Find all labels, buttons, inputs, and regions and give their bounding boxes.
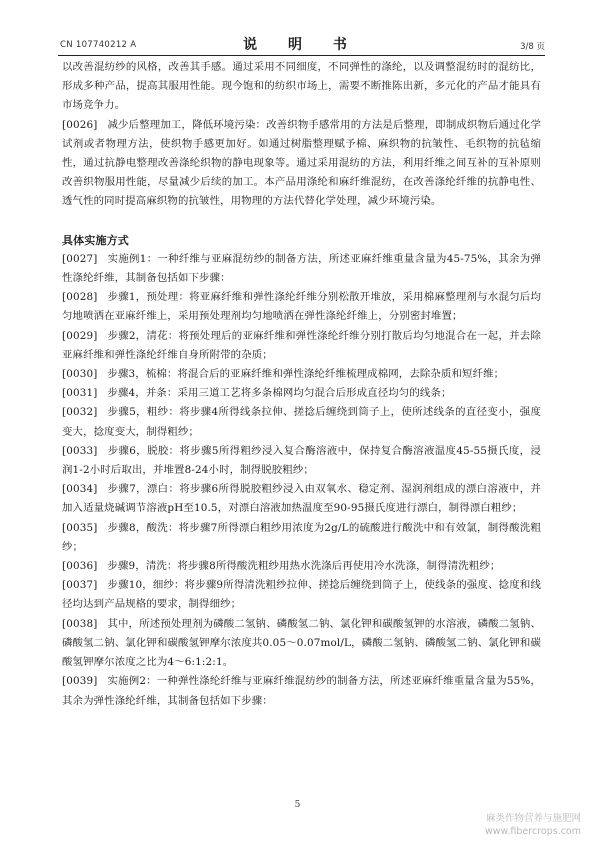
paragraph-text: 步骤2，清花：将预处理后的亚麻纤维和弹性涤纶纤维分别打散后均匀地混合在一起，并去除亚麻纤维和弹性涤纶纤维自身所附带的杂质； bbox=[62, 329, 541, 361]
paragraph-text: 步骤9，清洗：将步骤8所得酸洗粗纱用热水洗涤后再使用冷水洗涤，制得清洗粗纱； bbox=[107, 560, 501, 573]
paragraph-text: 步骤3，梳棉：将混合后的亚麻纤维和弹性涤纶纤维梳理成棉网，去除杂质和短纤维； bbox=[107, 368, 505, 381]
continuation-paragraph: 以改善混纺纱的风格，改善其手感。通过采用不同细度，不同弹性的涤纶，以及调整混纺时的混纺比，形成多种产品，提高其服用性能。现今饱和的纺织市场上，需要不断推陈出新，多元化的产品才能具有市场竞争力。 bbox=[62, 61, 541, 112]
paragraph bbox=[62, 116, 541, 212]
patent-number: CN 107740212 A bbox=[60, 40, 137, 50]
paragraph bbox=[62, 365, 541, 384]
paragraph-text: 步骤1，预处理：将亚麻纤维和弹性涤纶纤维分别松散开堆放，采用棉麻整理剂与水混匀后均匀地喷洒在亚麻纤维上，采用预处理剂均匀地喷洒在弹性涤纶纤维上，分别密封堆置； bbox=[62, 291, 541, 323]
paragraph bbox=[62, 480, 541, 518]
section-heading: 具体实施方式 bbox=[62, 233, 129, 247]
paragraph-list-a bbox=[62, 116, 541, 212]
document-body bbox=[62, 58, 541, 711]
paragraph bbox=[62, 288, 541, 326]
paragraph bbox=[62, 250, 541, 288]
paragraph bbox=[62, 403, 541, 441]
paragraph bbox=[62, 519, 541, 557]
paragraph-number: [0033] bbox=[62, 444, 98, 457]
paragraph-number: [0036] bbox=[62, 560, 98, 573]
watermark-line-1: 麻类作物营养与施肥网 bbox=[485, 813, 581, 824]
paragraph-number: [0037] bbox=[62, 579, 98, 592]
paragraph-number: [0039] bbox=[62, 675, 98, 688]
paragraph-text: 步骤5，粗纱：将步骤4所得线条拉伸、搓捻后缠绕到筒子上，使所述线条的直径变小，强度变大，捻度变大，制得粗纱； bbox=[62, 406, 541, 438]
paragraph-text: 实施例2：一种弹性涤纶纤维与亚麻纤维混纺纱的制备方法，所述亚麻纤维重量含量为55%，其余为弹性涤纶纤维，其制备包括如下步骤： bbox=[62, 675, 541, 707]
paragraph-number: [0027] bbox=[62, 252, 98, 265]
paragraph bbox=[62, 327, 541, 365]
paragraph-number: [0028] bbox=[62, 291, 98, 304]
paragraph-text: 步骤7，漂白：将步骤6所得脱胶粗纱浸入由双氧水、稳定剂、湿润剂组成的漂白溶液中，并加入适量烧碱调节溶液pH至10.5，对漂白溶液加热温度至90-95摄氏度进行漂白，制得漂白粗纱； bbox=[62, 483, 541, 515]
paragraph-number: [0032] bbox=[62, 406, 98, 419]
paragraph-text: 步骤6，脱胶：将步骤5所得粗纱浸入复合酶溶液中，保持复合酶溶液温度45-55摄氏度，浸润1-2小时后取出，并堆置8-24小时，制得脱胶粗纱； bbox=[62, 444, 541, 477]
header-divider bbox=[58, 55, 545, 56]
paragraph-text: 步骤4，并条：采用三道工艺将多条棉网均匀混合后形成直径均匀的线条； bbox=[107, 387, 452, 400]
paragraph-text: 实施例1：一种纤维与亚麻混纺纱的制备方法，所述亚麻纤维重量含量为45-75%，其余为弹性涤纶纤维，其制备包括如下步骤： bbox=[62, 252, 541, 285]
section-gap bbox=[62, 212, 541, 231]
paragraph-text: 步骤8，酸洗：将步骤7所得漂白粗纱用浓度为2g/L的硫酸进行酸洗中和有效氯，制得酸洗粗纱； bbox=[62, 521, 541, 553]
paragraph bbox=[62, 557, 541, 576]
paragraph-number: [0029] bbox=[62, 329, 98, 342]
paragraph-number: [0038] bbox=[62, 617, 98, 630]
page-header bbox=[58, 34, 545, 56]
paragraph bbox=[62, 615, 541, 673]
paragraph-number: [0034] bbox=[62, 483, 98, 496]
paragraph-number: [0035] bbox=[62, 521, 98, 534]
document-title: 说 明 书 bbox=[243, 37, 360, 53]
watermark bbox=[485, 812, 581, 838]
paragraph-number: [0031] bbox=[62, 387, 98, 400]
paragraph bbox=[62, 442, 541, 480]
paragraph bbox=[62, 672, 541, 710]
paragraph-text: 减少后整理加工，降低环境污染：改善织物手感常用的方法是后整理，即制成织物后通过化学试剂或者物理方法，使织物手感更加好。如通过树脂整理赋予棉、麻织物的抗皱性、毛织物的抗毡缩性，通过抗静电整理改善涤纶织物的静电现象等。通过采用混纺的方法，利用纤维之间互补的互补原则改善织物服用性能，尽量减少后续的加工。本产品用涤纶和麻纤维混纺，在改善涤纶纤维的抗静电性、透气性的同时提高麻织物的抗皱性，用物理的方法代替化学处理，减少环境污染。 bbox=[62, 118, 541, 208]
paragraph-list-b bbox=[62, 250, 541, 711]
paragraph-number: [0030] bbox=[62, 368, 98, 381]
paragraph-text: 其中，所述预处理剂为磷酸二氢钠、磷酸氢二钠、氯化钾和碳酸氢钾的水溶液，磷酸二氢钠、磷酸氢二钠、氯化钾和碳酸氢钾摩尔浓度共0.05～0.07mol/L，磷酸二氢钠、磷酸氢二钠、氯化钾和碳酸氢钾摩尔浓度之比为4～6:1:2:1。 bbox=[62, 617, 541, 669]
page-number: 5 bbox=[294, 800, 301, 810]
paragraph bbox=[62, 576, 541, 614]
page-indicator: 3/8 页 bbox=[520, 42, 545, 52]
paragraph-number: [0026] bbox=[62, 118, 98, 131]
paragraph-text: 步骤10，细纱：将步骤9所得清洗粗纱拉伸、搓捻后缠绕到筒子上，使线条的强度、捻度和线径均达到产品规格的要求，制得细纱； bbox=[62, 579, 541, 611]
watermark-line-2: www.fibercrops.com bbox=[484, 826, 581, 837]
paragraph bbox=[62, 384, 541, 403]
